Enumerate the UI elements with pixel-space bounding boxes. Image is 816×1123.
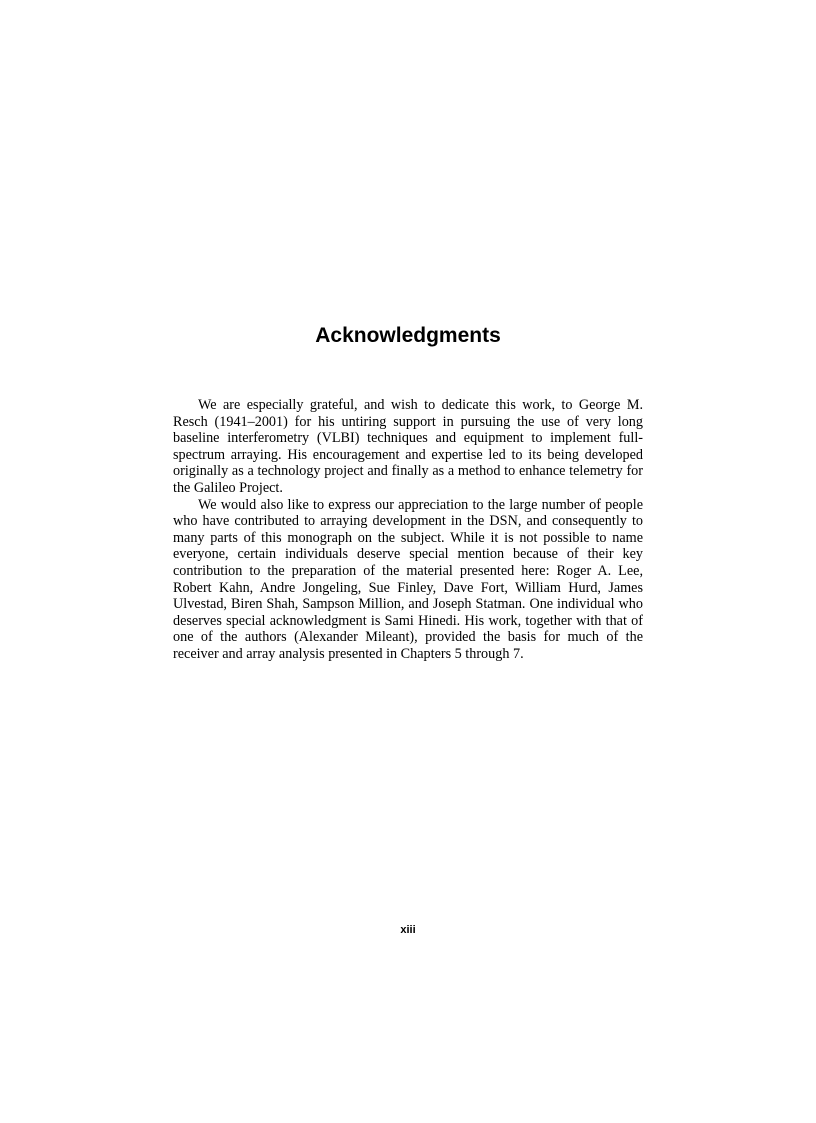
paragraph-dedication: We are especially grateful, and wish to dedicate this work, to George M. Resch (1941–2001) for his untiring support in pursuing the use of very long baseline interferometry (VLBI) techniques and equipment to implement full-spectrum arraying. His encouragement and expertise led to its being developed originally as a technology project and finally as a method to enhance telemetry for the Galileo Project. [173,397,643,496]
page-number: xiii [400,924,416,936]
page-title: Acknowledgments [315,324,501,347]
paragraph-appreciation: We would also like to express our appreciation to the large number of people who have contributed to arraying development in the DSN, and consequently to many parts of this monograph on the subject. While it is not possible to name everyone, certain individuals deserve special mention because of their key contribution to the preparation of the material presented here: Roger A. Lee, Robert Kahn, Andre Jongeling, Sue Finley, Dave Fort, William Hurd, James Ulvestad, Biren Shah, Sampson Million, and Joseph Statman. One individual who deserves special acknowledgment is Sami Hinedi. His work, together with that of one of the authors (Alexander Mileant), provided the basis for much of the receiver and array analysis presented in Chapters 5 through 7. [173,496,643,662]
acknowledgments-body [173,397,643,663]
